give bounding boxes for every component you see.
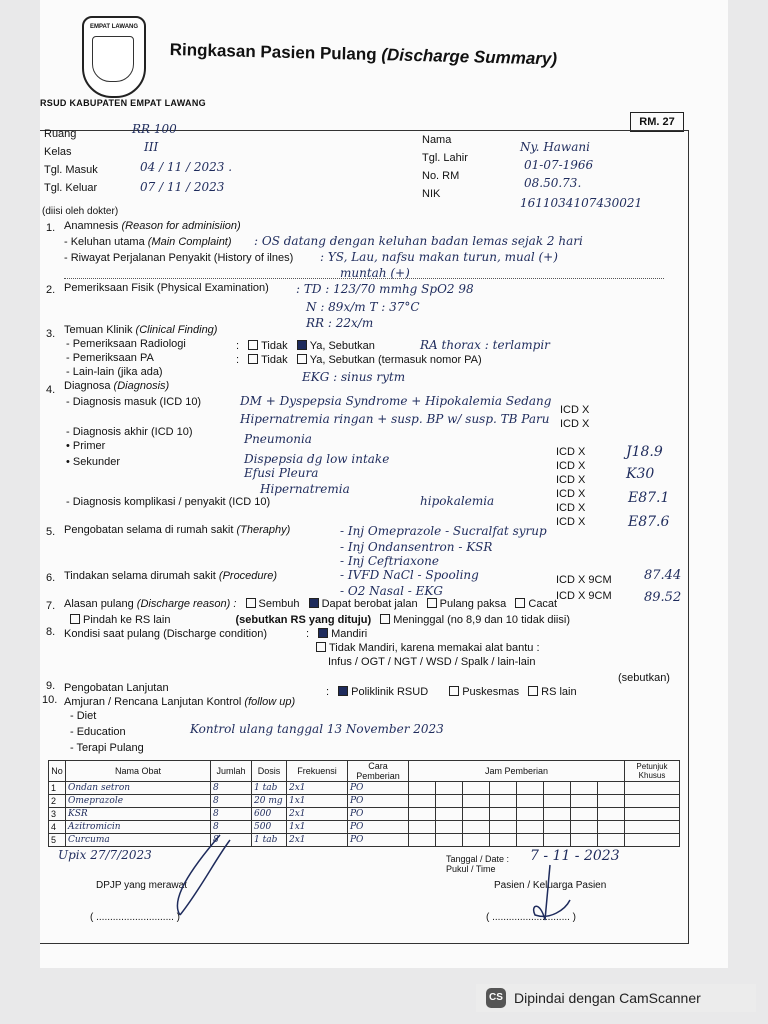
- table-header-row: [49, 761, 680, 782]
- s6-code-1: 87.44: [644, 568, 682, 583]
- s1-title: Anamnesis (Reason for adminisiion): [64, 220, 241, 232]
- cacat-checkbox[interactable]: [515, 598, 525, 608]
- cell-empty: [435, 782, 462, 795]
- cell-empty: [489, 782, 516, 795]
- ruang-value: RR 100: [132, 122, 177, 136]
- puskesmas-checkbox[interactable]: [449, 686, 459, 696]
- cell-cara: PO: [348, 821, 409, 834]
- tidak-mandiri-checkbox[interactable]: [316, 642, 326, 652]
- cell-cara: PO: [348, 834, 409, 847]
- cell-empty: [516, 821, 543, 834]
- cell-empty: [597, 821, 624, 834]
- s3-lain-value: EKG : sinus rytm: [302, 370, 406, 384]
- berobat-jalan-checkbox[interactable]: [309, 598, 319, 608]
- cell-empty: [462, 834, 489, 847]
- s10-edu-value: Kontrol ulang tanggal 13 November 2023: [190, 722, 444, 736]
- s5-value-2: - Inj Ondansentron - KSR: [340, 540, 493, 554]
- cell-empty: [409, 782, 436, 795]
- icd-label: ICD X: [556, 516, 586, 528]
- icd-label: ICD X: [560, 404, 590, 416]
- kelas-value: III: [144, 140, 159, 154]
- s3-number: 3.: [46, 328, 56, 340]
- cell-frekuensi: 2x1: [287, 808, 348, 821]
- pasien-label: Pasien / Keluarga Pasien: [494, 880, 607, 891]
- s4-title: Diagnosa (Diagnosis): [64, 380, 170, 392]
- keluar-value: 07 / 11 / 2023: [140, 180, 225, 194]
- diisi-note: (diisi oleh dokter): [42, 206, 119, 217]
- norm-label: No. RM: [422, 170, 460, 182]
- cell-empty: [625, 782, 680, 795]
- s4-sekunder-1: Dispepsia dg low intake: [244, 452, 390, 466]
- rm-code: RM. 27: [630, 112, 684, 132]
- s8-alat: Infus / OGT / NGT / WSD / Spalk / lain-lain: [328, 656, 536, 668]
- s3-lain-label: - Lain-lain (jika ada): [66, 366, 163, 378]
- pindah-checkbox[interactable]: [70, 614, 80, 624]
- cell-cara: PO: [348, 808, 409, 821]
- cell-empty: [543, 795, 570, 808]
- table-row: [49, 782, 680, 795]
- s8-sebutkan: (sebutkan): [618, 672, 670, 684]
- cell-empty: [570, 821, 597, 834]
- s6-value-2: - O2 Nasal - EKG: [340, 584, 443, 598]
- s4-primer-label: • Primer: [66, 440, 106, 452]
- s6-value-1: - IVFD NaCl - Spooling: [340, 568, 479, 582]
- icd-code-4: E87.6: [628, 514, 670, 530]
- s3-pa-options: : Tidak Ya, Sebutkan (termasuk nomor PA): [236, 354, 482, 366]
- pasien-name-placeholder: ( ............................ ): [486, 912, 577, 923]
- cell-empty: [462, 821, 489, 834]
- cell-nama: Ondan setron: [66, 782, 211, 795]
- dotted-line: [64, 278, 664, 279]
- icd-code-2: K30: [626, 466, 655, 482]
- table-row: [49, 808, 680, 821]
- doctor-signature: [160, 830, 240, 920]
- s8-title: Kondisi saat pulang (Discharge condition): [64, 628, 268, 640]
- cell-frekuensi: 1x1: [287, 821, 348, 834]
- lahir-label: Tgl. Lahir: [422, 152, 468, 164]
- tanggal-label: Tanggal / Date :: [446, 854, 510, 864]
- cell-empty: [435, 834, 462, 847]
- s8-number: 8.: [46, 626, 56, 638]
- cell-cara: PO: [348, 795, 409, 808]
- cell-empty: [462, 808, 489, 821]
- cell-no: 5: [49, 834, 66, 847]
- cell-empty: [597, 795, 624, 808]
- col-dosis: Dosis: [252, 761, 287, 782]
- s4-sekunder-3: Hipernatremia: [260, 482, 350, 496]
- cell-empty: [570, 795, 597, 808]
- col-no: No: [49, 761, 66, 782]
- s1-keluhan-label: - Keluhan utama (Main Complaint): [64, 236, 232, 248]
- s1-riwayat-label: - Riwayat Perjalanan Penyakit (History of ilnes): [64, 252, 294, 264]
- col-jam: Jam Pemberian: [409, 761, 625, 782]
- s1-riwayat-value: : YS, Lau, nafsu makan turun, mual (+): [320, 250, 558, 264]
- s4-masuk-value-2: Hipernatremia ringan + susp. BP w/ susp. TB Paru: [240, 412, 550, 426]
- dpjp-name-placeholder: ( ............................ ): [90, 912, 181, 923]
- s4-primer-value: Pneumonia: [244, 432, 312, 446]
- norm-value: 08.50.73.: [524, 176, 582, 190]
- cell-empty: [489, 795, 516, 808]
- patient-signature: [520, 860, 580, 930]
- cell-nama: Azitromicin: [66, 821, 211, 834]
- cell-empty: [489, 834, 516, 847]
- col-cara: Cara Pemberian: [348, 761, 409, 782]
- s4-komplikasi-label: - Diagnosis komplikasi / penyakit (ICD 10): [66, 496, 271, 508]
- meninggal-checkbox[interactable]: [380, 614, 390, 624]
- cell-dosis: 500: [252, 821, 287, 834]
- regency-logo: [82, 16, 146, 98]
- cell-empty: [409, 795, 436, 808]
- s2-number: 2.: [46, 284, 56, 296]
- col-nama: Nama Obat: [66, 761, 211, 782]
- cell-empty: [597, 834, 624, 847]
- icd-label: ICD X: [556, 502, 586, 514]
- cell-empty: [543, 834, 570, 847]
- s3-pa-label: - Pemeriksaan PA: [66, 352, 154, 364]
- cell-no: 1: [49, 782, 66, 795]
- cell-dosis: 600: [252, 808, 287, 821]
- s2-value-3: RR : 22x/m: [306, 316, 374, 330]
- cell-empty: [570, 834, 597, 847]
- cell-nama: Curcuma: [66, 834, 211, 847]
- camscanner-logo: CS: [486, 988, 506, 1008]
- cell-dosis: 1 tab: [252, 782, 287, 795]
- mandiri-checkbox[interactable]: [318, 628, 328, 638]
- s4-number: 4.: [46, 384, 56, 396]
- nik-value: 1611034107430021: [520, 196, 643, 210]
- icd-label: ICD X: [556, 446, 586, 458]
- hospital-name: RSUD KABUPATEN EMPAT LAWANG: [40, 98, 206, 108]
- s5-number: 5.: [46, 526, 56, 538]
- cell-empty: [625, 834, 680, 847]
- cell-jumlah: 8: [211, 821, 252, 834]
- s3-radiologi-value: RA thorax : terlampir: [420, 338, 550, 352]
- cell-no: 4: [49, 821, 66, 834]
- pulang-paksa-checkbox[interactable]: [427, 598, 437, 608]
- cell-empty: [543, 821, 570, 834]
- cell-jumlah: 8: [211, 782, 252, 795]
- icd-code-1: J18.9: [626, 444, 663, 460]
- tidak-pa-checkbox[interactable]: [248, 354, 258, 364]
- s2-value: : TD : 123/70 mmhg SpO2 98: [296, 282, 474, 296]
- s9-options: : Poliklinik RSUD Puskesmas RS lain: [326, 686, 577, 698]
- masuk-label: Tgl. Masuk: [44, 164, 98, 176]
- s7-row2: Pindah ke RS lain (sebutkan RS yang dituju) Meninggal (no 8,9 dan 10 tidak diisi): [64, 614, 570, 626]
- cell-empty: [435, 821, 462, 834]
- poliklinik-checkbox[interactable]: [338, 686, 348, 696]
- cell-frekuensi: 2x1: [287, 782, 348, 795]
- icd-label: ICD X: [556, 460, 586, 472]
- s4-akhir-label: - Diagnosis akhir (ICD 10): [66, 426, 193, 438]
- cell-empty: [409, 834, 436, 847]
- tidak-checkbox[interactable]: [248, 340, 258, 350]
- s7-number: 7.: [46, 600, 56, 612]
- tanggal-value: 7 - 11 - 2023: [530, 848, 620, 864]
- s10-diet: - Diet: [70, 710, 97, 722]
- s4-sekunder-2: Efusi Pleura: [244, 466, 319, 480]
- icd-label: ICD X: [556, 474, 586, 486]
- nik-label: NIK: [422, 188, 441, 200]
- s2-value-2: N : 89x/m T : 37°C: [306, 300, 420, 314]
- cell-empty: [435, 808, 462, 821]
- icd-label: ICD X: [560, 418, 590, 430]
- cell-jumlah: 8: [211, 795, 252, 808]
- cell-dosis: 20 mg: [252, 795, 287, 808]
- s5-title: Pengobatan selama di rumah sakit (Theraphy): [64, 524, 291, 536]
- nama-value: Ny. Hawani: [520, 140, 590, 154]
- cell-jumlah: 8: [211, 834, 252, 847]
- nama-label: Nama: [422, 134, 452, 146]
- cell-empty: [435, 795, 462, 808]
- cell-empty: [409, 821, 436, 834]
- keluar-label: Tgl. Keluar: [44, 182, 98, 194]
- document-title: Ringkasan Pasien Pulang (Discharge Summary): [169, 40, 558, 69]
- s5-value-3: - Inj Ceftriaxone: [340, 554, 439, 568]
- cell-no: 3: [49, 808, 66, 821]
- cell-dosis: 1 tab: [252, 834, 287, 847]
- cell-nama: Omeprazole: [66, 795, 211, 808]
- cell-jumlah: 8: [211, 808, 252, 821]
- sembuh-checkbox[interactable]: [246, 598, 256, 608]
- cell-nama: KSR: [66, 808, 211, 821]
- s2-title: Pemeriksaan Fisik (Physical Examination): [64, 282, 269, 294]
- s10-terapi: - Terapi Pulang: [70, 742, 144, 754]
- s6-number: 6.: [46, 572, 56, 584]
- s10-number: 10.: [42, 694, 58, 706]
- ya-checkbox[interactable]: [297, 340, 307, 350]
- logo-text: EMPAT LAWANG: [89, 24, 139, 30]
- s6-code-2: 89.52: [644, 590, 682, 605]
- camscanner-label: Dipindai dengan CamScanner: [514, 990, 701, 1006]
- ya-pa-checkbox[interactable]: [297, 354, 307, 364]
- cell-empty: [570, 782, 597, 795]
- s4-komplikasi-value: hipokalemia: [420, 494, 495, 508]
- logo-emblem: [92, 36, 134, 82]
- cell-empty: [489, 821, 516, 834]
- table-row: [49, 834, 680, 847]
- s3-title: Temuan Klinik (Clinical Finding): [64, 324, 218, 336]
- s10-edu: - Education: [70, 726, 126, 738]
- medication-table: [48, 760, 680, 847]
- pukul-label: Pukul / Time: [446, 864, 496, 874]
- kelas-label: Kelas: [44, 146, 72, 158]
- rs-lain-checkbox[interactable]: [528, 686, 538, 696]
- cell-empty: [516, 782, 543, 795]
- s4-masuk-label: - Diagnosis masuk (ICD 10): [66, 396, 202, 408]
- s6-title: Tindakan selama dirumah sakit (Procedure): [64, 570, 277, 582]
- s9-title: Pengobatan Lanjutan: [64, 682, 169, 694]
- masuk-value: 04 / 11 / 2023 .: [140, 160, 233, 174]
- cell-empty: [597, 782, 624, 795]
- cell-empty: [543, 808, 570, 821]
- s6-icd-label: ICD X 9CM: [556, 574, 612, 586]
- cell-frekuensi: 1x1: [287, 795, 348, 808]
- cell-empty: [516, 808, 543, 821]
- s10-title: Amjuran / Rencana Lanjutan Kontrol (follow up): [64, 696, 296, 708]
- cell-frekuensi: 2x1: [287, 834, 348, 847]
- col-petunjuk: Petunjuk Khusus: [625, 761, 680, 782]
- s4-sekunder-label: • Sekunder: [66, 456, 120, 468]
- icd-label: ICD X: [556, 488, 586, 500]
- s1-number: 1.: [46, 222, 56, 234]
- cell-empty: [597, 808, 624, 821]
- col-jumlah: Jumlah: [211, 761, 252, 782]
- s3-radiologi-label: - Pemeriksaan Radiologi: [66, 338, 186, 350]
- table-row: [49, 795, 680, 808]
- table-row: [49, 821, 680, 834]
- s4-masuk-value: DM + Dyspepsia Syndrome + Hipokalemia Sedang: [240, 394, 552, 408]
- icd-code-3: E87.1: [628, 490, 670, 506]
- lahir-value: 01-07-1966: [524, 158, 594, 172]
- document-page: [40, 0, 728, 968]
- cell-empty: [409, 808, 436, 821]
- cell-empty: [570, 808, 597, 821]
- s8-tidak: Tidak Mandiri, karena memakai alat bantu :: [310, 642, 540, 654]
- cell-empty: [489, 808, 516, 821]
- s8-mandiri: : Mandiri: [306, 628, 368, 640]
- cell-no: 2: [49, 795, 66, 808]
- dpjp-label: DPJP yang merawat: [96, 880, 187, 891]
- s6-icd-label: ICD X 9CM: [556, 590, 612, 602]
- cell-cara: PO: [348, 782, 409, 795]
- ruang-label: Ruang: [44, 128, 77, 140]
- cell-empty: [625, 821, 680, 834]
- col-frekuensi: Frekuensi: [287, 761, 348, 782]
- s9-number: 9.: [46, 680, 56, 692]
- s3-radiologi-options: : Tidak Ya, Sebutkan: [236, 340, 375, 352]
- cell-empty: [462, 782, 489, 795]
- s5-value-1: - Inj Omeprazole - Sucralfat syrup: [340, 524, 547, 538]
- cell-empty: [625, 808, 680, 821]
- cell-empty: [462, 795, 489, 808]
- s1-riwayat-value-2: muntah (+): [340, 266, 410, 280]
- cell-empty: [516, 795, 543, 808]
- cell-empty: [625, 795, 680, 808]
- s7-title: Alasan pulang (Discharge reason) : Sembuh Dapat berobat jalan Pulang paksa Cacat: [64, 598, 558, 610]
- cell-empty: [516, 834, 543, 847]
- s1-keluhan-value: : OS datang dengan keluhan badan lemas sejak 2 hari: [254, 234, 583, 248]
- cell-empty: [543, 782, 570, 795]
- footer-note: Upix 27/7/2023: [58, 848, 152, 862]
